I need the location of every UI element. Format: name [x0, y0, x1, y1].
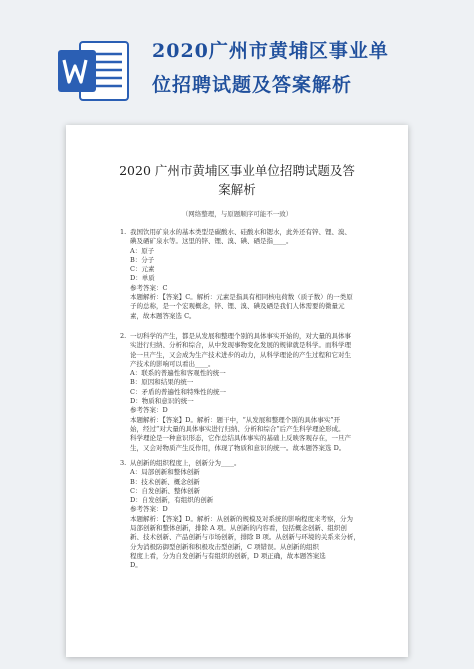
document-title-line1: 2020广州市黄埔区事业单 [152, 40, 389, 62]
analysis-text: 子的总称，是一个宏观概念，锌、锂、溴、碘及硒是我们人体需要的微量元 [130, 302, 345, 311]
question-text: 一切科学的产生，都是从发展和整理个别的具体事实开始的，对大量的具体事 [130, 332, 351, 340]
analysis-text: 局部创新和整体创新，排除 A 项。从创新的内容看，包括概念创新、组织创 [130, 524, 347, 533]
question-number: 1. [120, 228, 127, 236]
answer: 参考答案：D [130, 505, 168, 514]
document-page [66, 125, 408, 657]
option-a: A：原子 [130, 246, 155, 255]
answer: 参考答案：C [130, 283, 168, 292]
question-1 [120, 228, 370, 321]
question-2 [120, 332, 370, 453]
question-3 [120, 459, 370, 571]
page-title [86, 161, 388, 199]
analysis-text: 分为消极防御型创新和积极攻击型创新，C 项错误。从创新的组织 [130, 542, 320, 551]
question-text: 我国饮用矿泉水的基本类型是碳酸水、硅酸水和锶水，此外还有锌、锂、溴、 [130, 228, 351, 236]
analysis-text: 新、技术创新、产品创新与市场创新，排除 B 项。从创新与环境的关系来分析， [130, 533, 360, 542]
analysis-text: D。 [130, 561, 142, 570]
analysis-text: 生，又会对物质产生反作用，体现了物质和意识的统一。故本题答案选 D。 [130, 443, 346, 452]
question-text: 实进行归纳、分析和综合，从中发现事物变化发展的规律就是科学。而科学理 [130, 341, 351, 350]
option-d: D：单质 [130, 274, 155, 283]
header [0, 0, 474, 120]
question-number: 3. [120, 459, 127, 467]
analysis-text: 本题解析：【答案】D。解析：题干中，“从发展和整理个别的具体事实”开 [130, 415, 341, 424]
analysis-text: 本题解析：【答案】C。解析：元素是指具有相同核电荷数（质子数）的一类原 [130, 293, 353, 302]
question-number: 2. [120, 332, 127, 340]
option-d: D：自发创新，有组织的创新 [130, 496, 214, 505]
analysis-text: 科学理论是一种意识形态，它作总结具体事实的基础上反映客观存在，一旦产 [130, 434, 351, 443]
analysis-text: 始，经过“对大量的具体事实进行归纳、分析和综合”后产生科学理论形成。 [130, 424, 345, 433]
page-title-line1: 2020 广州市黄埔区事业单位招聘试题及答 [119, 163, 355, 178]
answer: 参考答案：D [130, 406, 168, 415]
word-document-icon [56, 38, 130, 104]
analysis-text: 本题解析：【答案】D。解析：从创新的规模及对系统的影响程度来考察，分为 [130, 514, 353, 523]
analysis-text: 素，故本题答案选 C。 [130, 311, 196, 320]
option-b: B：分子 [130, 255, 155, 264]
analysis-text: 程度上看，分为自发创新与有组织的创新，D 项正确，故本题答案选 [130, 551, 326, 560]
question-text: 从创新的组织程度上，创新分为____。 [130, 459, 241, 467]
option-c: C：自发创新、整体创新 [130, 486, 200, 495]
page-note: （网络整理，与原题顺序可能不一致） [181, 210, 293, 218]
option-b: B：原因和结果的统一 [130, 378, 194, 387]
page-title-line2: 案解析 [218, 182, 256, 197]
option-a: A：联系的普遍性和客观性的统一 [130, 369, 226, 378]
document-title-line2: 位招聘试题及答案解析 [152, 74, 353, 96]
question-text: 碘及硒矿泉水等。这里的锌、锂、溴、碘、硒是指____。 [130, 237, 293, 246]
option-a: A：局部创新和整体创新 [130, 468, 200, 477]
document-title [152, 34, 452, 102]
question-text: 论一旦产生，又会成为生产技术进步的动力，从科学理论的产生过程和它对生 [130, 350, 351, 359]
question-text: 产技术的影响可以看出____。 [130, 359, 215, 368]
option-c: C：元素 [130, 265, 155, 274]
option-b: B：技术创新、概念创新 [130, 477, 200, 486]
option-c: C：矛盾的普遍性和特殊性的统一 [130, 387, 226, 396]
option-d: D：物质和意识的统一 [130, 397, 194, 406]
